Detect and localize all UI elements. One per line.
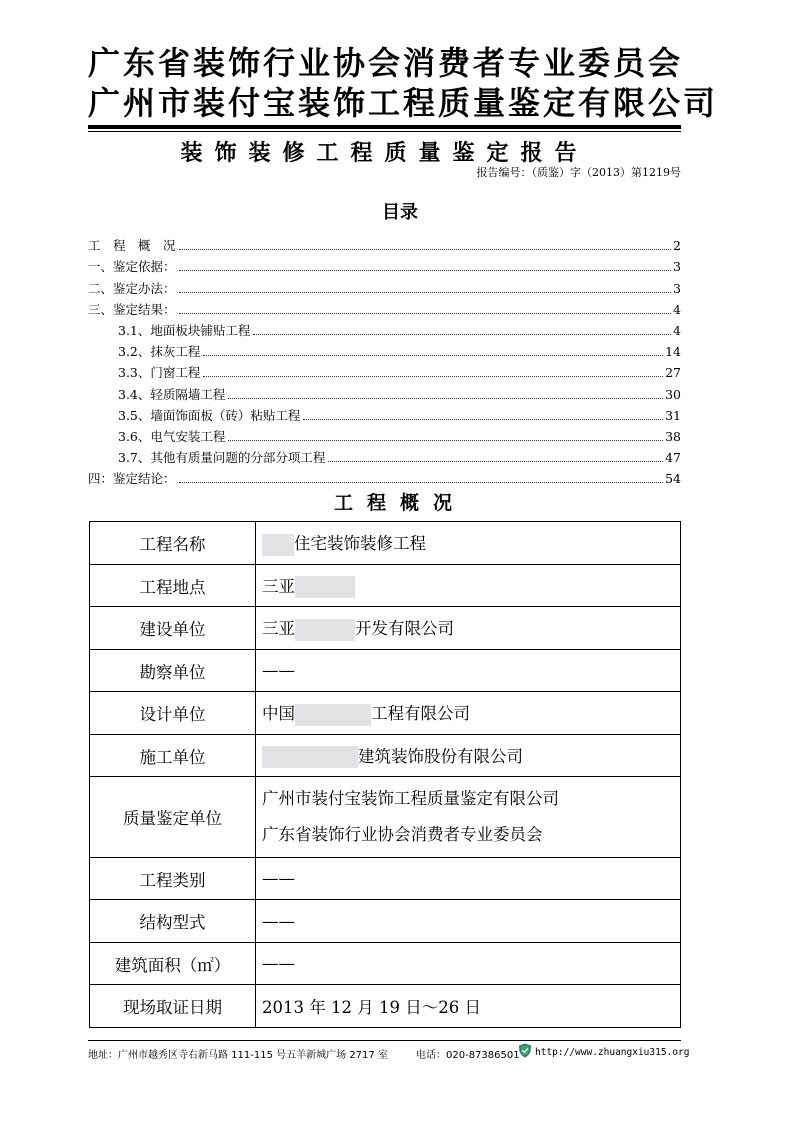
toc-item-3-1[interactable]	[88, 317, 681, 338]
report-number: 报告编号：（质鉴）字（2013）第1219号	[476, 166, 681, 179]
toc-dot-leader	[253, 334, 671, 335]
toc-item-label: 3.2、抹灰工程	[118, 344, 201, 360]
table-row	[90, 735, 681, 777]
project-info-table	[89, 521, 681, 1028]
toc-dot-leader	[228, 398, 663, 399]
toc-dot-leader	[179, 482, 664, 483]
row-label: 建筑面积（㎡）	[90, 943, 256, 985]
table-row	[90, 650, 681, 692]
row-value: 建筑装饰股份有限公司	[256, 735, 681, 777]
toc-item-page: 31	[665, 407, 681, 423]
shield-logo-icon	[518, 1043, 532, 1058]
toc-item-label: 二、鉴定办法：	[88, 280, 176, 296]
table-row	[90, 900, 681, 943]
toc-dot-leader	[179, 270, 671, 271]
overview-title: 工程概况	[333, 492, 466, 514]
toc-item-3-2[interactable]	[88, 338, 681, 359]
row-label: 质量鉴定单位	[90, 777, 256, 858]
row-value: 三亚	[256, 565, 681, 607]
footer-phone: 电话：020-87386501	[416, 1050, 520, 1061]
toc-item-3-6[interactable]	[88, 423, 681, 444]
redaction-block	[295, 704, 371, 726]
toc-title: 目录	[382, 202, 418, 223]
toc-dot-leader	[179, 313, 671, 314]
row-label: 建设单位	[90, 607, 256, 650]
toc-item-label: 3.3、门窗工程	[118, 365, 201, 381]
table-row	[90, 943, 681, 985]
header-rule-thick	[88, 125, 681, 129]
row-label: 施工单位	[90, 735, 256, 777]
toc-item-label: 3.7、其他有质量问题的分部分项工程	[118, 450, 326, 466]
redaction-block	[295, 619, 355, 641]
toc-item-page: 27	[665, 365, 681, 381]
row-value: ——	[256, 943, 681, 985]
header-rule-thin	[88, 131, 681, 132]
toc-item-label: 3.1、地面板块铺贴工程	[118, 322, 251, 338]
redaction-block	[262, 534, 294, 556]
toc-item-3-3[interactable]	[88, 359, 681, 380]
row-value: ——	[256, 858, 681, 900]
row-value: 2013 年 12 月 19 日～26 日	[256, 985, 681, 1028]
redaction-block	[295, 576, 355, 598]
row-label: 工程地点	[90, 565, 256, 607]
toc-item-page: 3	[673, 259, 681, 275]
toc-dot-leader	[179, 292, 671, 293]
footer-rule	[88, 1040, 681, 1041]
row-label: 工程类别	[90, 858, 256, 900]
toc-item-3-5[interactable]	[88, 402, 681, 423]
toc-item-page: 2	[673, 238, 681, 254]
row-value: ——	[256, 900, 681, 943]
row-label: 工程名称	[90, 522, 256, 565]
toc-item-page: 38	[665, 428, 681, 444]
row-value	[256, 777, 681, 858]
toc-item-overview[interactable]	[88, 232, 681, 253]
toc-item-3-7[interactable]	[88, 444, 681, 465]
value-line: 广州市装付宝装饰工程质量鉴定有限公司	[262, 789, 559, 808]
toc-item-label: 一、鉴定依据：	[88, 259, 176, 275]
table-row	[90, 985, 681, 1028]
redaction-block	[262, 746, 358, 768]
table-row	[90, 692, 681, 735]
value-line: 广东省装饰行业协会消费者专业委员会	[262, 825, 543, 844]
table-row	[90, 777, 681, 858]
toc-item-page: 47	[665, 450, 681, 466]
table-row	[90, 522, 681, 565]
toc-item-basis[interactable]	[88, 253, 681, 274]
toc-dot-leader	[303, 419, 663, 420]
toc-item-label: 三、鉴定结果：	[88, 301, 176, 317]
toc-dot-leader	[228, 440, 663, 441]
footer-website-link[interactable]: http://www.zhuangxiu315.org	[535, 1047, 690, 1058]
toc-item-conclusion[interactable]	[88, 465, 681, 486]
row-label: 勘察单位	[90, 650, 256, 692]
report-title: 装饰装修工程质量鉴定报告	[180, 141, 589, 166]
toc-dot-leader	[203, 376, 663, 377]
toc-item-page: 4	[673, 322, 681, 338]
row-value: 住宅装饰装修工程	[256, 522, 681, 565]
toc-item-page: 4	[673, 301, 681, 317]
toc-item-3-4[interactable]	[88, 380, 681, 401]
toc-item-label: 3.6、电气安装工程	[118, 428, 226, 444]
toc-item-page: 30	[665, 386, 681, 402]
table-row	[90, 565, 681, 607]
toc-dot-leader	[179, 249, 671, 250]
toc-item-label: 四：鉴定结论：	[88, 471, 176, 487]
table-of-contents	[88, 232, 681, 486]
table-row	[90, 607, 681, 650]
row-label: 结构型式	[90, 900, 256, 943]
toc-item-results[interactable]	[88, 296, 681, 317]
org-name-line2: 广州市装付宝装饰工程质量鉴定有限公司	[88, 84, 719, 122]
row-value: ——	[256, 650, 681, 692]
toc-item-label: 工 程 概 况	[88, 238, 176, 254]
toc-item-method[interactable]	[88, 274, 681, 295]
row-value: 中国 工程有限公司	[256, 692, 681, 735]
toc-item-label: 3.4、轻质隔墙工程	[118, 386, 226, 402]
toc-item-page: 14	[665, 344, 681, 360]
toc-dot-leader	[328, 461, 663, 462]
toc-dot-leader	[203, 355, 663, 356]
row-label: 设计单位	[90, 692, 256, 735]
org-name-line1: 广东省装饰行业协会消费者专业委员会	[88, 44, 684, 82]
table-row	[90, 858, 681, 900]
footer-address: 地址：广州市越秀区寺右新马路 111-115 号五羊新城广场 2717 室	[88, 1050, 388, 1061]
toc-item-label: 3.5、墙面饰面板（砖）粘贴工程	[118, 407, 301, 423]
row-value: 三亚 开发有限公司	[256, 607, 681, 650]
toc-item-page: 3	[673, 280, 681, 296]
toc-item-page: 54	[665, 471, 681, 487]
row-label: 现场取证日期	[90, 985, 256, 1028]
